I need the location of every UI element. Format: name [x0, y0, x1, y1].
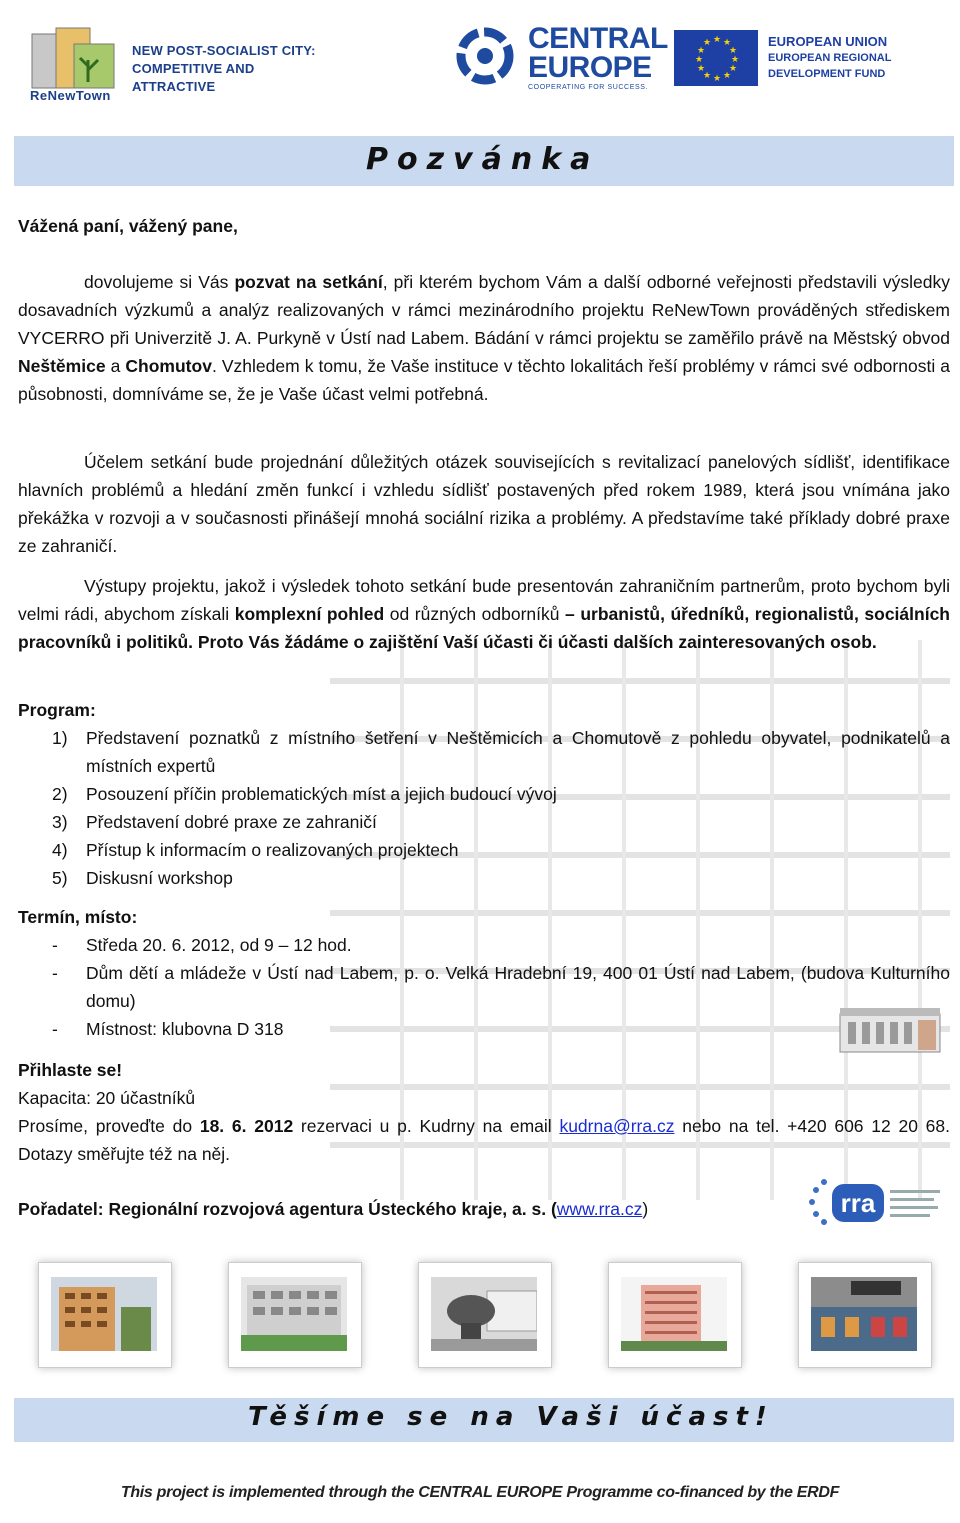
- program-item: 4) Přístup k informacím o realizovaných projektech: [52, 840, 459, 860]
- title-bar: [14, 136, 954, 186]
- svg-text:★: ★: [703, 71, 712, 81]
- central-europe-logo: [452, 22, 668, 92]
- svg-text:★: ★: [695, 55, 704, 65]
- svg-text:rra: rra: [840, 1188, 876, 1218]
- eu-flag-icon: [674, 30, 758, 86]
- salutation: Vážená paní, vážený pane,: [18, 216, 238, 236]
- paragraph-outputs: Výstupy projektu, jakož i výsledek tohoto setkání bude presentován zahraničním partnerům, proto bychom byli velmi rádi, abychom získali komplexní pohled od různých odborníků – urbanistů, úředníků, regionalistů, sociálních pracovníků i politiků. Proto Vás žádáme o zajištění Vaší účasti či účasti dalších zainteresovaných osob.: [18, 576, 950, 652]
- termin-list: [52, 931, 950, 1043]
- rra-logo-icon: [806, 1170, 956, 1234]
- program-list: [52, 724, 950, 892]
- svg-text:★: ★: [723, 71, 732, 81]
- reservation-text: Prosíme, proveďte do 18. 6. 2012 rezervaci u p. Kudrny na email kudrna@rra.cz nebo na tel. +420 606 12 20 68. Dotazy směřujte též na něj.: [18, 1116, 951, 1164]
- svg-text:★: ★: [713, 35, 722, 45]
- eu-line2: EUROPEAN REGIONAL: [768, 52, 892, 64]
- eu-logo: [674, 30, 894, 90]
- photo-tower-block: [608, 1262, 742, 1368]
- central-europe-line1: CENTRAL: [528, 22, 668, 55]
- project-slogan: NEW POST-SOCIALIST CITY: COMPETITIVE AND ATTRACTIVE: [132, 43, 316, 94]
- photo-housing-estate: [228, 1262, 362, 1368]
- photo-panel-building: [38, 1262, 172, 1368]
- organizer-text: Pořadatel: Regionální rozvojová agentura Ústeckého kraje, a. s. (www.rra.cz): [18, 1199, 649, 1219]
- renewtown-logo-text: ReNewTown: [30, 88, 111, 103]
- paragraph-invitation: dovolujeme si Vás pozvat na setkání, při kterém bychom Vám a další odborné veřejnosti představili výsledky dosavadních výzkumů a analýz realizovaných v rámci mezinárodního projektu ReNewTown prováděných střediskem VYCERRO při Univerzitě J. A. Purkyně v Ústí nad Labem. Bádání v rámci projektu se zaměřilo právě na Městský obvod Neštěmice a Chomutov. Vzhledem k tomu, že Vaše instituce v těchto lokalitách řeší problémy v rámci své odbornosti a působnosti, domníváme se, že je Vaše účast velmi potřebná.: [18, 272, 950, 404]
- termin-heading: Termín, místo:: [18, 907, 138, 927]
- page-title: Pozvánka: [366, 142, 600, 177]
- termin-item: - Středa 20. 6. 2012, od 9 – 12 hod.: [52, 935, 352, 955]
- renewtown-building-icon: [30, 26, 120, 92]
- svg-text:★: ★: [697, 64, 706, 74]
- svg-text:★: ★: [703, 38, 712, 48]
- capacity-text: Kapacita: 20 účastníků: [18, 1088, 196, 1108]
- svg-text:★: ★: [729, 64, 738, 74]
- eu-line1: EUROPEAN UNION: [768, 34, 888, 49]
- program-item: 1) Představení poznatků z místního šetření v Neštěmicích a Chomutově z pohledu obyvatel, podnikatelů a místních expertů: [52, 728, 950, 776]
- central-europe-line2: EUROPE: [528, 51, 652, 84]
- program-item: 3) Představení dobré praxe ze zahraničí: [52, 812, 377, 832]
- cultural-house-image: [838, 1000, 942, 1056]
- svg-text:★: ★: [731, 55, 740, 65]
- footer-note: This project is implemented through the CENTRAL EUROPE Programme co-financed by the ERDF: [120, 1484, 840, 1501]
- closing-bar: [14, 1398, 954, 1442]
- photo-shop-facade: [798, 1262, 932, 1368]
- eu-line3: DEVELOPMENT FUND: [768, 68, 886, 80]
- svg-text:★: ★: [697, 46, 706, 56]
- paragraph-purpose: Účelem setkání bude projednání důležitých otázek souvisejících s revitalizací panelových sídlišť, identifikace hlavních problémů a hledání změn funkcí i vzhledu sídlišť postavených před rokem 1989, která jsou vnímána jako překážka v rozvoji a v současnosti přinášejí mnohá sociální rizika a problémy. A představíme také příklady dobré praxe ze zahraničí.: [18, 452, 950, 556]
- register-heading: Přihlaste se!: [18, 1060, 123, 1080]
- central-europe-circle-icon: [452, 26, 522, 86]
- termin-item: - Místnost: klubovna D 318: [52, 1019, 284, 1039]
- program-heading: Program:: [18, 700, 96, 720]
- svg-text:★: ★: [729, 46, 738, 56]
- central-europe-tagline: COOPERATING FOR SUCCESS.: [528, 84, 649, 91]
- svg-text:★: ★: [723, 38, 732, 48]
- photo-statue: [418, 1262, 552, 1368]
- svg-text:★: ★: [713, 74, 722, 84]
- rra-logo: [806, 1170, 956, 1234]
- rra-website-link[interactable]: www.rra.cz: [556, 1199, 643, 1219]
- email-link[interactable]: kudrna@rra.cz: [559, 1116, 675, 1136]
- program-item: 5) Diskusní workshop: [52, 868, 233, 888]
- renewtown-logo: [26, 14, 326, 104]
- closing-message: Těšíme se na Vaši účast!: [248, 1402, 774, 1432]
- termin-item: - Dům dětí a mládeže v Ústí nad Labem, p. o. Velká Hradební 19, 400 01 Ústí nad Labem, (budova Kulturního domu): [52, 963, 950, 1011]
- program-item: 2) Posouzení příčin problematických míst a jejich budoucí vývoj: [52, 784, 557, 804]
